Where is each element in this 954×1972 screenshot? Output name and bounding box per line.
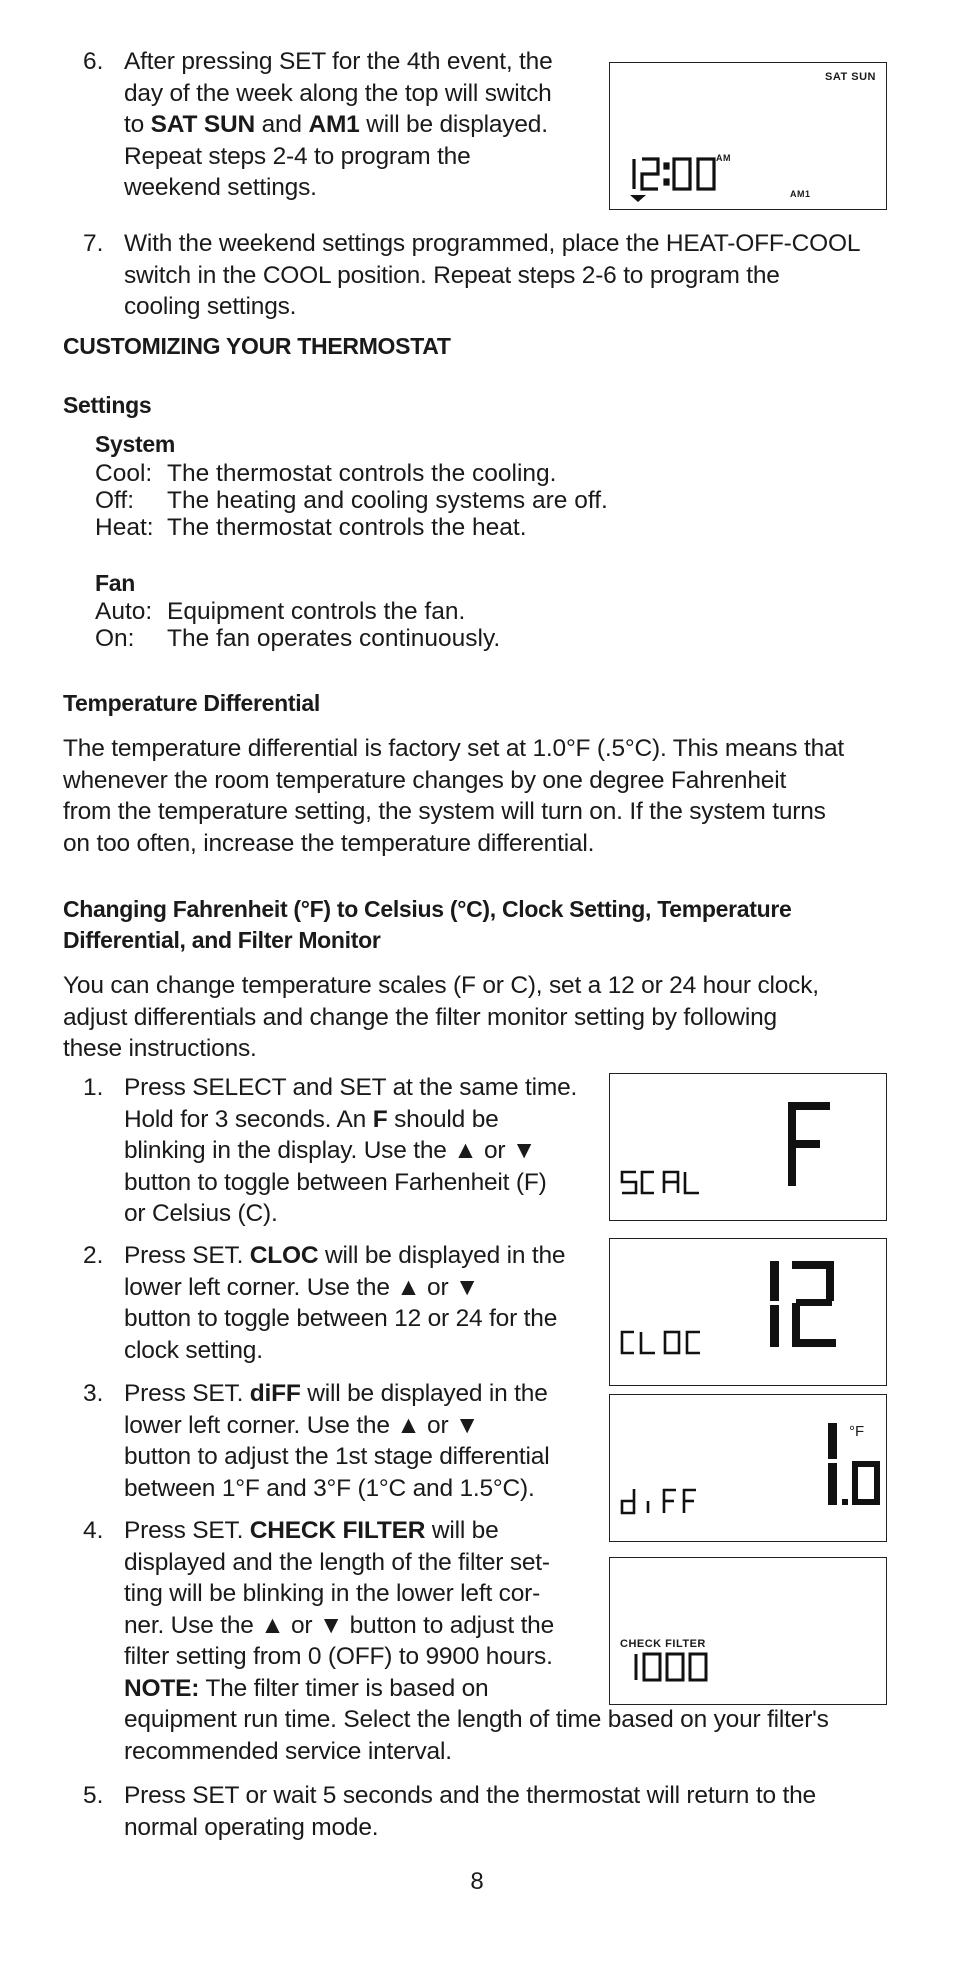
changing-intro: You can change temperature scales (F or C), set a 12 or 24 hour clock, adjust differentials and change the filter monitor setting by following these instructions.	[63, 972, 819, 1062]
step-number: 6.	[83, 48, 104, 75]
system-heading: System	[95, 431, 176, 457]
lcd-differential-label-text	[0, 0, 1, 1]
lcd-clock-display	[609, 1238, 887, 1386]
lcd-clock-value-text	[0, 0, 1, 1]
lcd-differential-label-segments	[622, 1489, 696, 1513]
lcd-scale-value-text	[0, 0, 1, 1]
settings-heading: Settings	[63, 392, 152, 418]
lcd-am1-label: AM1	[790, 189, 811, 199]
step-7-text: With the weekend settings programmed, place the HEAT-OFF-COOL switch in the COOL position. Repeat steps 2-6 to program the cooling settings.	[124, 230, 861, 320]
fan-heading: Fan	[95, 570, 135, 596]
lcd-filter-value-text	[0, 0, 1, 1]
step-number: 5.	[83, 1782, 104, 1809]
lcd-down-arrow-icon	[630, 195, 646, 202]
lcd-weekend-time-text	[0, 0, 1, 1]
lcd-filter-digits	[610, 1558, 886, 1704]
lcd-clock-label-segments	[622, 1332, 700, 1353]
lcd-clock-label-text	[0, 0, 1, 1]
temp-diff-paragraph: The temperature differential is factory set at 1.0°F (.5°C). This means that whenever the room temperature changes by one degree Fahrenheit from the temperature setting, the system will turn on. If the system turns on too often, increase the temperature differential.	[63, 735, 845, 857]
temp-diff-heading: Temperature Differential	[63, 690, 320, 716]
step-number: 3.	[83, 1380, 104, 1407]
lcd-scale-display	[609, 1073, 887, 1221]
lcd-scale-value-segments	[788, 1102, 830, 1186]
step-number: 2.	[83, 1242, 104, 1269]
lcd-scale-label-segments	[622, 1172, 699, 1193]
c-step-4-text: Press SET. CHECK FILTER will be displayed and the length of the filter set- ting will be blinking in the lower left cor- ner. Use the ▲ or ▼ button to adjust the filter setting from 0 (OFF) to 9900 hours. NOTE: The filter timer is based on equipment run time. Select the length of time based on your filter's recommended service interval.	[124, 1517, 829, 1765]
c-step-1-text: Press SELECT and SET at the same time. Hold for 3 seconds. An F should be blinking in the display. Use the ▲ or ▼ button to toggle between Farhenheit (F) or Celsius (C).	[124, 1074, 578, 1227]
lcd-filter-display	[609, 1557, 887, 1705]
step-number: 7.	[83, 230, 104, 257]
page-number: 8	[470, 1868, 484, 1895]
step-6-text: After pressing SET for the 4th event, the day of the week along the top will switch to SAT SUN and AM1 will be displayed. Repeat steps 2-4 to program the weekend settings.	[124, 48, 553, 201]
lcd-time-digits	[610, 63, 886, 209]
c-step-5-text: Press SET or wait 5 seconds and the thermostat will return to the normal operating mode.	[124, 1782, 816, 1841]
lcd-check-filter-label: CHECK FILTER	[620, 1638, 706, 1650]
c-step-2-text: Press SET. CLOC will be displayed in the lower left corner. Use the ▲ or ▼ button to toggle between 12 or 24 for the clock setting.	[124, 1242, 566, 1364]
lcd-scale-segments	[610, 1074, 886, 1220]
c-step-3-text: Press SET. diFF will be displayed in the lower left corner. Use the ▲ or ▼ button to adjust the 1st stage differential between 1°F and 3°F (1°C and 1.5°C).	[124, 1380, 550, 1502]
lcd-am-label: AM	[716, 153, 731, 163]
manual-page: 6. After pressing SET for the 4th event, the day of the week along the top will switch to SAT SUN and AM1 will be displayed. Repeat steps 2-4 to program the weekend settings. SAT SUN AM AM1 7. With the weekend settings programmed, place the HEAT-OFF-COOL switch in the COOL position. Repeat steps 2-6 to program the cooling settings. CUSTOMIZING YOUR THERMOSTAT Settings System Cool: The thermostat controls the cooling. Off: The heating and cooling systems are off. Heat: The thermostat controls the heat. Fan Auto: Equipment controls the fan. On: The fan operates continuously. Temperature Differential The temperature differential is factory set at 1.0°F (.5°C). This means that whenever the room temperature changes by one degree Fahrenheit from the temperature setting, the system will turn on. If the system turns on too often, increase the temperature differential. Changing Fahrenheit (°F) to Celsius (°C), Clock Setting, Temperature Differential, and Filter Monitor You can change temperature scales (F or C), set a 12 or 24 hour clock, adjust differentials and change the filter monitor setting by following these instructions. 1. Press SELECT and SET at the same time. Hold for 3 seconds. An F should be blinking in the display. Use the ▲ or ▼ button to toggle between Farhenheit (F) or Celsius (C). 2. Press SET. CLOC will be displayed in the lower left corner. Use the ▲ or ▼ button to toggle between 12 or 24 for the clock setting. 3. Press SET. diFF will be displayed in the lower left corner. Use the ▲ or ▼ button to adjust the 1st stage differential between 1°F and 3°F (1°C and 1.5°C). °F 4. Press SET. CHECK FILTER will be displayed and the length of the filter set- ting will be blinking in the lower left cor- ner. Use the ▲ or ▼ button to adjust the filter setting from 0 (OFF) to 9900 hours. NOTE: The filter timer is based on equipment run time. Select the length of time based on your filter's recommended service interval. CHECK FILTER 5. Press SET or wait 5 seconds and the thermostat will return to the normal operating mode. 8	[0, 0, 954, 1972]
lcd-clock-segments	[610, 1239, 886, 1385]
step-number: 1.	[83, 1074, 104, 1101]
lcd-weekend-display	[609, 62, 887, 210]
lcd-degree-unit: °F	[849, 1423, 865, 1440]
step-number: 4.	[83, 1517, 104, 1544]
lcd-day-label: SAT SUN	[825, 71, 876, 83]
changing-heading: Changing Fahrenheit (°F) to Celsius (°C), Clock Setting, Temperature Differential, and Filter Monitor	[63, 896, 792, 953]
lcd-clock-value-segments	[770, 1261, 836, 1347]
lcd-differential-value-text	[0, 0, 1, 1]
section-heading: CUSTOMIZING YOUR THERMOSTAT	[63, 333, 451, 359]
lcd-scale-label-text	[0, 0, 1, 1]
